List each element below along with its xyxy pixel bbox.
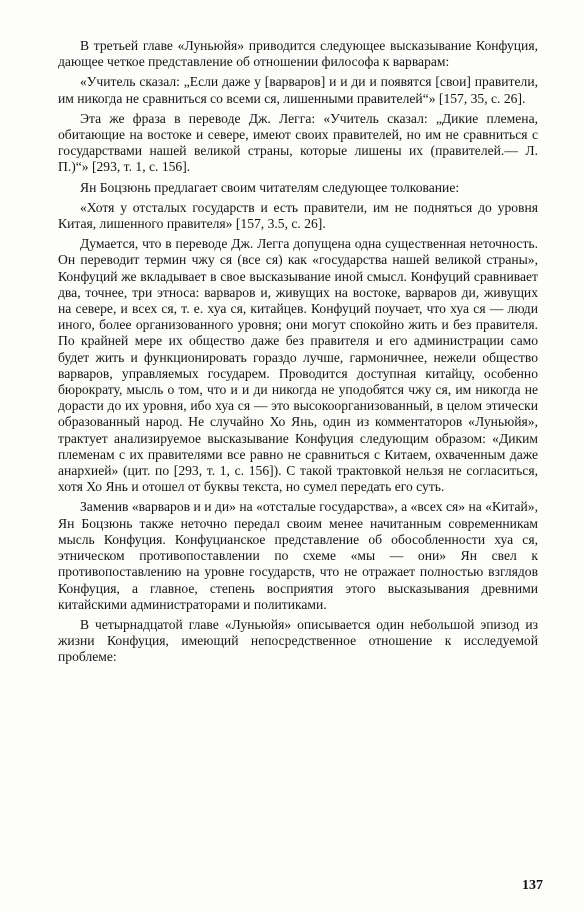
paragraph-2: «Учитель сказал: „Если даже у [варваров] и и ди и появятся [свои] правители, им никогда не сравниться со всеми ся, лишенными правителей“» [157, 35, с. 26]. — [58, 74, 538, 106]
page-number: 137 — [522, 878, 543, 893]
paragraph-4: Ян Боцзюнь предлагает своим читателям следующее толкование: — [80, 179, 460, 195]
paragraph-7: Заменив «варваров и и ди» на «отсталые государства», а «всех ся» на «Китай», Ян Боцзюнь также неточно передал своим менее начитанным современникам мысль Конфуция. Конфуцианское представление об обособленности хуа ся, этническом противопоставлении по схеме «мы — они» Ян свел к противопоставлению на уровне государств, что не отражает полностью взглядов Конфуция, а главное, степень восприятия этого высказывания древними китайскими администраторами и политиками. — [58, 499, 538, 612]
paragraph-6: Думается, что в переводе Дж. Легга допущена одна существенная неточность. Он переводит термин чжу ся (все ся) как «государства нашей великой страны», Конфуций же вкладывает в свое высказывание иной смысл. Конфуций сравнивает два, точнее, три этноса: варваров и, живущих на востоке, варваров ди, живущих на севере, и всех ся, т. е. хуа ся, китайцев. Конфуций поучает, что хуа ся — люди иного, более организованного уровня; они могут спокойно жить и без правителя. По крайней мере их общество даже без правителя и его администрации само будет жить и функционировать гораздо лучше, гармоничнее, нежели общество варваров, управляемых государем. Проводится доступная китайцу, особенно бюрократу, мысль о том, что и и ди никогда не уподобятся чжу ся, им никогда не дорасти до их уровня, ибо хуа ся — это высокоорганизованный, в целом этически образованный народ. Не случайно Хо Янь, один из комментаторов «Луньюйя», трактует анализируемое высказывание Конфуция следующим образом: «Диким племенам с их правителями все равно не сравниться с Китаем, охваченным даже анархией» (цит. по [293, т. 1, с. 156]). С такой трактовкой нельзя не согласиться, хотя Хо Янь и отошел от буквы текста, но сумел передать его суть. — [58, 236, 538, 495]
paragraph-8: В четырнадцатой главе «Луньюйя» описывается один небольшой эпизод из жизни Конфуция, имеющий непосредственное отношение к исследуемой проблеме: — [58, 616, 538, 665]
paragraph-1: В третьей главе «Луньюйя» приводится следующее высказывание Конфуция, дающее четкое представление об отношении философа к варварам: — [58, 38, 538, 70]
body-text — [58, 38, 538, 666]
paragraph-3: Эта же фраза в переводе Дж. Легга: «Учитель сказал: „Дикие племена, обитающие на востоке и севере, имеют своих правителей, но им не сравниться с государствами нашей великой страны, которые лишены их (правителей.— Л. П.)“» [293, т. 1, с. 156]. — [58, 110, 538, 175]
paragraph-5: «Хотя у отсталых государств и есть правители, им не подняться до уровня Китая, лишенного правителя» [157, 3.5, с. 26]. — [58, 199, 538, 232]
